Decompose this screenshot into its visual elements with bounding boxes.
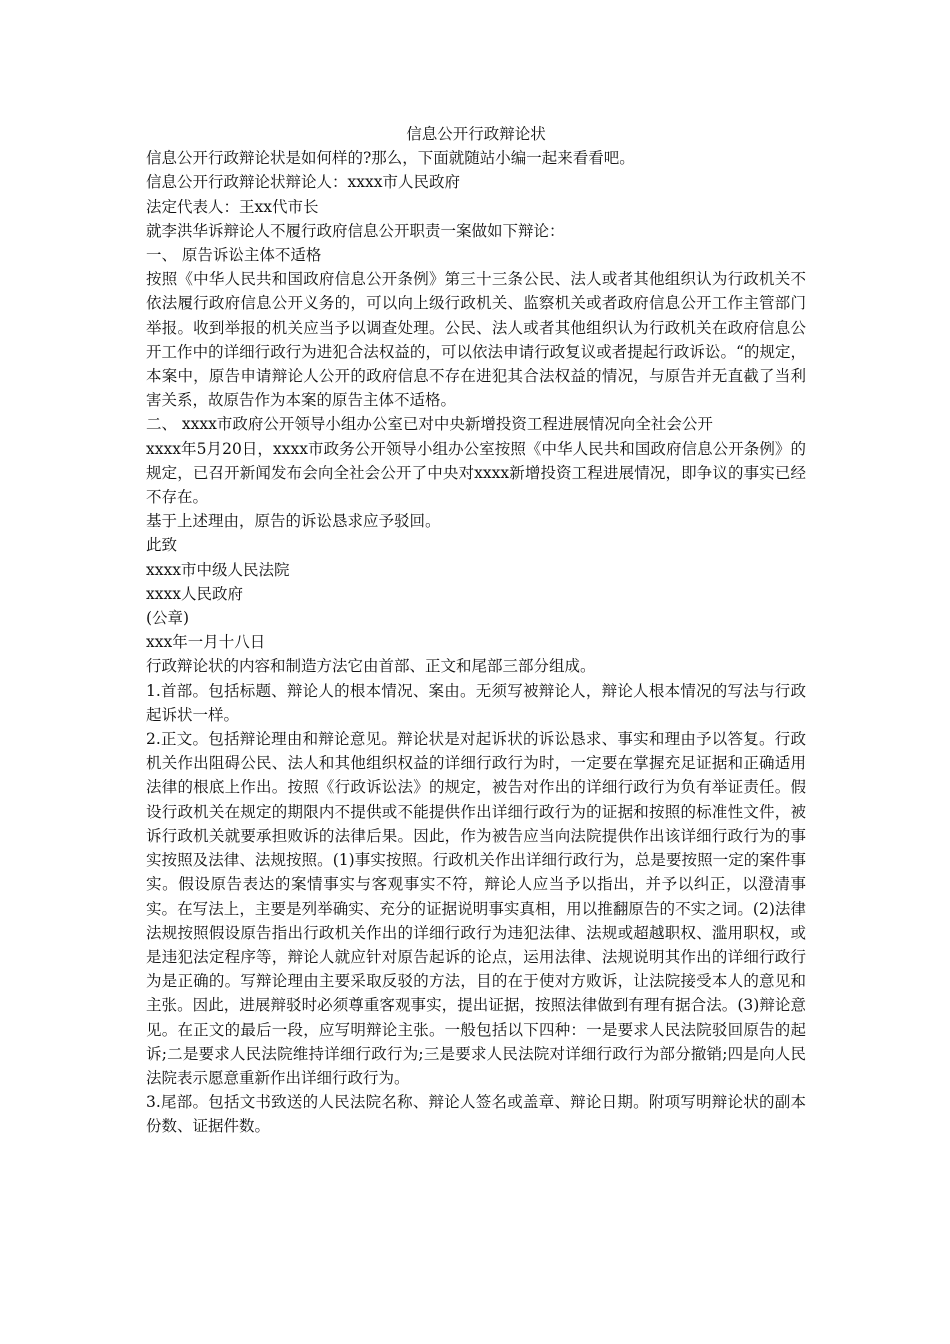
intro-paragraph: 信息公开行政辩论状是如何样的?那么，下面就随站小编一起来看看吧。 bbox=[146, 149, 635, 168]
guide-header-section: 1.首部。包括标题、辩论人的根本情况、案由。无须写被辩论人，辩论人根本情况的写法与行政起诉状一样。 bbox=[146, 681, 806, 724]
document-date: xxx年一月十八日 bbox=[146, 633, 266, 652]
seal-note: (公章) bbox=[146, 609, 190, 628]
section-heading-two: 二、 xxxx市政府公开领导小组办公室已对中央新增投资工程进展情况向全社会公开 bbox=[146, 415, 713, 434]
guide-body-section: 2.正文。包括辩论理由和辩论意见。辩论状是对起诉状的诉讼恳求、事实和理由予以答复。行政机关作出阻碍公民、法人和其他组织权益的详细行政行为时，一定要在掌握充足证据和正确适用法律的根底上作出。按照《行政诉讼法》的规定，被告对作出的详细行政行为负有举证责任。假设行政机关在规定的期限内不提供或不能提供作出详细行政行为的证据和按照的标准性文件，被诉行政机关就要承担败诉的法律后果。因此，作为被告应当向法院提供作出该详细行政行为的事实按照及法律、法规按照。(1)事实按照。行政机关作出详细行政行为，总是要按照一定的案件事实。假设原告表达的案情事实与客观事实不符，辩论人应当予以指出，并予以纠正，以澄清事实。在写法上，主要是列举确实、充分的证据说明事实真相，用以推翻原告的不实之词。(2)法律法规按照假设原告指出行政机关作出的详细行政行为违犯法律、法规或超越职权、滥用职权，或是违犯法定程序等，辩论人就应针对原告起诉的论点，运用法律、法规说明其作出的详细行政行为是正确的。写辩论理由主要采取反驳的方法，目的在于使对方败诉，让法院接受本人的意见和主张。因此，进展辩驳时必须尊重客观事实，提出证据，按照法律做到有理有据合法。(3)辩论意见。在正文的最后一段，应写明辩论主张。一般包括以下四种：一是要求人民法院驳回原告的起诉;二是要求人民法院维持详细行政行为;三是要求人民法院对详细行政行为部分撤销;四是向人民法院表示愿意重新作出详细行政行为。 bbox=[146, 730, 806, 1087]
conclusion-paragraph: 基于上述理由，原告的诉讼恳求应予驳回。 bbox=[146, 512, 441, 531]
document-title: 信息公开行政辩论状 bbox=[406, 125, 546, 143]
court-name: xxxx市中级人民法院 bbox=[146, 560, 290, 579]
case-statement: 就李洪华诉辩论人不履行政府信息公开职责一案做如下辩论： bbox=[146, 221, 565, 240]
guide-intro: 行政辩论状的内容和制造方法它由首部、正文和尾部三部分组成。 bbox=[146, 657, 596, 676]
salutation: 此致 bbox=[146, 536, 178, 555]
document-page bbox=[146, 122, 806, 1139]
legal-representative-line: 法定代表人：王xx代市长 bbox=[146, 197, 319, 216]
guide-footer-section: 3.尾部。包括文书致送的人民法院名称、辩论人签名或盖章、辩论日期。附项写明辩论状的副本份数、证据件数。 bbox=[146, 1093, 806, 1136]
section-heading-one: 一、 原告诉讼主体不适格 bbox=[146, 246, 322, 265]
signatory-name: xxxx人民政府 bbox=[146, 584, 243, 603]
section-one-body: 按照《中华人民共和国政府信息公开条例》第三十三条公民、法人或者其他组织认为行政机关不依法履行政府信息公开义务的，可以向上级行政机关、监察机关或者政府信息公开工作主管部门举报。收到举报的机关应当予以调查处理。公民、法人或者其他组织认为行政机关在政府信息公开工作中的详细行政行为进犯合法权益的，可以依法申请行政复议或者提起行政诉讼。“的规定，本案中，原告申请辩论人公开的政府信息不存在进犯其合法权益的情况，与原告并无直截了当利害关系，故原告作为本案的原告主体不适格。 bbox=[146, 270, 806, 410]
section-two-body: xxxx年5月20日，xxxx市政务公开领导小组办公室按照《中华人民共和国政府信息公开条例》的规定，已召开新闻发布会向全社会公开了中央对xxxx新增投资工程进展情况，即争议的事实已经不存在。 bbox=[146, 439, 806, 507]
respondent-line: 信息公开行政辩论状辩论人：xxxx市人民政府 bbox=[146, 173, 460, 192]
